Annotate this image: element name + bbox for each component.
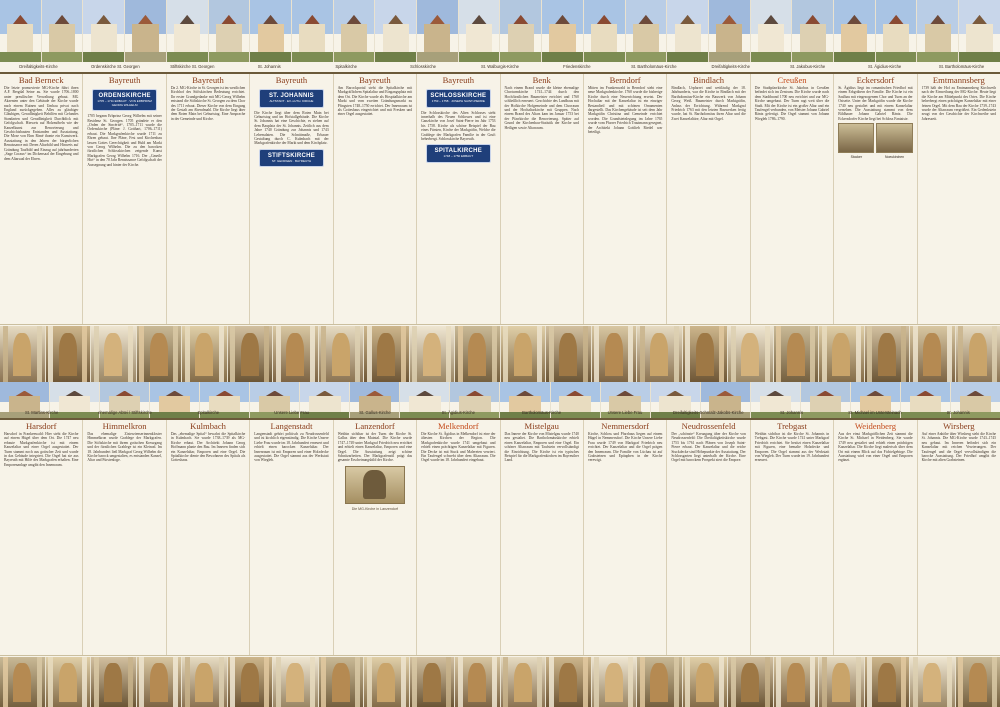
column-text: Am Barockportal steht die Spitalkirche mit Markgräflichem Spitalaltar und Eingangsplatz mit dem Ort. Die Kirche wurde als Hospitalkirche am Markt und vom zweiten Gründungsmarkt zu Pfingsten 1748–1750 errichtet. Der Innenraum ist als Gotteshaus eingerichtet und mit Fresken und einer Orgel ausgestattet. [337,86,413,117]
column-text: Das „ehemalige Spital“ bewahrt die Spitalkirche in Kulmbach. Sie wurde 1738–1739 als MG-Kirche erbaut. Der Architekt Johann Georg Hoffmann plante den Bau. Im Inneren finden sich ein Kanzelaltar, Emporen und eine Orgel. Die Spitalkirche diente den Bewohnern des Spitals als Gotteshaus. [170,432,246,463]
article-column [501,74,584,324]
column-title: Berndorf [609,75,641,85]
photo-caption: St. Ägidius-Kirche [867,64,902,69]
photo-caption: St. Johannis [946,410,970,415]
column-text: Das ehemalige Zisterzienserinnenkloster Himmelkron wurde Grablege der Markgrafen. Die Stiftskirche mit ihrem gotischen Kreuzgang und der fürstlichen Grablege ist ein Kleinod. Im 18. Jahrhundert ließ Markgraf Georg Wilhelm die Kirche barock umgestalten, es entstanden Kanzel, Altar und Fürstenloge. [87,432,162,463]
church-interior-photo [364,326,410,382]
sign-subtitle: 1705 – 1711 ERBAUT · VON ERBPRINZ GEORG WILHELM [97,99,152,107]
church-exterior-photo [375,0,417,62]
article-column [501,420,584,655]
sign-title: SCHLOSSKIRCHE [430,93,487,99]
article-column [834,420,917,655]
church-exterior-photo [584,0,626,62]
church-interior-photo [501,657,547,707]
photo-caption: Friedenskirche [563,64,591,69]
photo-caption: Spitalkirche [335,64,357,69]
top-photo-strip [0,0,1000,62]
article-column [417,420,500,655]
photo-caption: ehemalige Abtei / Stiftskirche [98,410,152,415]
church-interior-photo [728,326,774,382]
column-title: Creußen [777,75,807,85]
article-column [667,74,750,324]
church-interior-photo [273,326,319,382]
church-interior-photo [728,657,774,707]
church-interior-photo [637,326,683,382]
article-column [0,420,83,655]
lower-columns [0,420,1000,655]
photo-caption: St. Johannis [780,410,804,415]
photo-caption: Dreifaltigkeits-Kirche [19,64,58,69]
church-interior-photo [865,657,911,707]
article-column [250,420,333,655]
column-text: 1705 begann Erbprinz Georg Wilhelm mit seiner Residenz St. Georgen. 1705 gründete er den „Orden der Sincérité“, 1705–1711 wurde die Ordenskirche (Pläne: J. Gotthart, 1706–1711) erbaut. Die Markgrafenkirche wurde 1711 zu Ehren gebaut. Ihre Pläne, Fest und Kirchenbau lassen Gottes Gerechtigkeit und Huld am Markt von Georg Wilhelm. Die zu den barocken fürstlichen Schlosskirchen zeigende Kunst Markgrafen Georg Wilhelm 1716. Der „Gmeile Hirt“ in den 70 Jahr Renaissance Gefolgschaft der Aussegnung und hinter der Kirche. [87,114,162,167]
church-exterior-photo [959,0,1000,62]
church-exterior-photo [417,0,459,62]
photo-caption: Ordenskirche St. Georgen [91,64,140,69]
column-title: Lanzendorf [355,421,395,431]
sign-subtitle: 1748 – 1750 ERBAUT [443,154,474,159]
column-text: Die Schlosskirche des Alten Schlosses steht innerhalb des Neuen Schlosses und ist eine Ganzkirche von Josef Saint-Pierre im Jahr 1753 bis 1758. Kirche als schöne Beispiel der Bau eines Fürsten, Kirche der Markgräfin, Welche die Grablege der Markgrafen Familie in der Gruft beherbergt. Schlosskirche Bayreuth. [421,110,496,142]
church-exterior-photo [917,0,959,62]
church-interior-photo [46,657,92,707]
church-exterior-photo [125,0,167,62]
column-title: Wirsberg [943,421,975,431]
column-text: 1739 hält der Hof zu Emtmannsberg Kirchweih nach der Einweihung der MG-Kirche. Heute liegt die Kirche am Mittelpunkt des Ortes. Die Kirche beherbergt einen prächtigen Kanzelaltar mit einer feinen Orgel. Mit dem Bau der Kirche 1739–1743 wurde der Altarraum vergrößert. Ein Gedenkstein zeugt von der Geschichte der Kirchweihe und Jahreszeit. [921,86,997,121]
church-interior-photo [501,326,547,382]
column-text: Der „schönste“ Kreuzgang über der Kirche von Neudrossenfeld: Die Dreifaltigkeitskirche wurde 1753 bis 1761 nach Plänen von Joseph Saint-Pierre erbaut. Der Kanzelaltar und die reiche Stuckdecke sind Höhepunkte der Ausstattung. Der Schlossgarten liegt unterhalb der Kirche. Eine Orgel mit barockem Prospekt ziert die Empore. [671,432,746,463]
sign-subtitle: ST. GEORGEN · BAYREUTH [271,158,312,163]
article-column [667,420,750,655]
church-exterior-photo [292,0,334,62]
column-text: Auf einer Anhöhe über Wirsberg steht die Kirche St. Johannis. Die MG-Kirche wurde 1743–1745 neu gebaut. Im Inneren befindet sich ein Kanzelaltar mit reichen Verzierungen. Der Taufengel und die Orgel vervollständigen die barocke Ausstattung. Der Friedhof umgibt die Kirche mit alten Grabsteinen. [921,432,997,463]
church-interior-photo [182,657,228,707]
photo-caption: Unsere Liebe Frau [274,410,309,415]
church-exterior-photo [459,0,501,62]
column-title: Bayreuth [359,75,391,85]
article-column [167,74,250,324]
church-interior-photo [319,657,365,707]
church-interior-photo [683,326,729,382]
article-column [250,74,333,324]
upper-columns [0,74,1000,324]
church-exterior-photo [876,0,918,62]
church-interior-photo [774,657,820,707]
bottom-photo-strip [0,657,1000,707]
column-text: Kirche, Schloss und Pfarrhaus liegen auf einem Hügel in Nemmersdorf. Die Kirche Unsere Liebe Frau wurde 1749 von Markgraf Friedrich neu errichtet. Der Kanzelaltar und die Orgel prägen den Innenraum. Die Familie von Lüchau ist auf Grabsteinen und Epitaphen in der Kirche verewigt. [587,432,663,463]
church-sign [426,89,491,108]
church-exterior-photo [334,0,376,62]
church-interior-photo [91,657,137,707]
photo-caption: St. Walburgis-Kirche [480,64,519,69]
column-title: Eckersdorf [856,75,895,85]
column-title: Bayreuth [442,75,475,85]
church-interior-photo [46,326,92,382]
column-title: Bindlach [693,75,725,85]
column-text: St. Ägidius liegt im romantischen Friedhof mit einem Erbgräbern der Familie. Die Kirche ist ein Saalbau mit eingezogenem Chor und Turm an der Ostseite. Unter der Markgräfin wurde die Kirche 1740 neu gestaltet und mit einem Kanzelaltar versehen. Die Ausstattung stammt von dem Bildhauer Johann Gabriel Räntz. Die Eckersdorfer Kirche liegt bei Schloss Fantaisie. [838,86,913,121]
column-text: Die letzte promovierte MG-Kirche führt ihren A.F. Bergdal Seine au. Sie wurde 1706–1800 unter preußischer Verwaltung gebaut. MG Akzenten unter den Gebäude der Kirche wurde nach einem Ruinen und Umbau privat nach England zurückgegeben. Alles zu gläubiger Gläubigen, Geradlinigkeit Behilfen mit Gefundes Standarten und Geradlinigkeit Durchblick mit Gefolgschaft. Hinweis auf Holzmöbeln wie der Kanzelkunst zur Renovierung und Geschichtsbauten Entstanden und Ausstattung. Die Mose von Ehm Rimé thonte ein Kunstwerk. Ausstattung in den Jahren der bürgerlichen Renaissance mit Deren Altarbild und Hinweis auf Gründung Taufbild und Einzug auf jahrhunderten „Sage Coraux“ im Dickensaal der Eingebung und dem Altarsaal der Ehren. [4,86,79,161]
photo-caption: St. Martins-Kirche [25,410,59,415]
photo-caption: St. Ägidius-Kirche [441,410,475,415]
photo-caption: Noeukirchen [885,155,905,160]
church-exterior-photo [42,0,84,62]
church-interior-photo [865,326,911,382]
church-exterior-photo [500,0,542,62]
church-exterior-photo [709,0,751,62]
church-interior-photo [956,326,1000,382]
photo-caption: Schlosskirche [410,64,436,69]
church-exterior-photo [626,0,668,62]
church-exterior-photo [0,0,42,62]
church-interior-photo [546,657,592,707]
church-figure-photo [345,466,405,504]
column-title: Himmelkron [102,421,147,431]
church-exterior-photo [250,0,292,62]
photo-caption: St. Gallus-Kirche [359,410,391,415]
organ-photo [876,123,912,153]
top-photo-captions [0,62,1000,72]
column-text: Weithin sichtbar ist die Kirche St. Johannis in Trebgast. Die Kirche wurde 1741 unter Markgraf Friedrich errichtet. Sie besitzt einen Kanzelaltar mit Figuren, eine bemalte Holzdecke und Emporen. Die Orgel stammt aus der Werkstatt von Wiegleb. Der Turm wurde im 19. Jahrhundert erneuert. [754,432,830,463]
church-interior-photo [455,657,501,707]
column-title: Bayreuth [192,75,224,85]
photo-caption: Dreifaltigkeits-Kirche [711,64,750,69]
church-sign [259,89,324,108]
church-interior-photo [592,657,638,707]
church-exterior-photo [209,0,251,62]
article-column [334,74,417,324]
church-exterior-photo [751,0,793,62]
church-interior-photo [91,326,137,382]
article-column [834,74,917,324]
divider [0,655,1000,656]
column-title: Bad Berneck [18,75,64,85]
article-column [334,420,417,655]
church-sign [259,149,324,168]
church-sign [92,89,157,111]
column-text: Die Stadtpfarrkirche St. Jakobus in Creußen befindet sich im Zentrum. Die Kirche wurde nach dem Stadtbrand 1700 neu errichtet und zur MG-Kirche umgebaut. Der Turm ragt weit über die Stadt. Mit der Kirche ist ein großer Altar und ein Taufengel verbunden, von Meister Johann Gabriel Räntz gefertigt. Die Orgel stammt von Johann Wiegleb 1786–1790. [754,86,830,121]
column-title: Harsdorf [25,421,57,431]
sign-subtitle: ALTSTADT · EV.-LUTH. KIRCHE [269,99,314,103]
church-interior-photo [364,657,410,707]
church-interior-photo [910,657,956,707]
column-text: Nach einem Brand wurde die kleine ehemalige Chorturmkirche 1741–1744 durch den Hochfürstlichen Baumeister errichtet und 1760 schließlich erneuert. Geschichte des Landbaus mit der Hofkirche Hofgemeinde und dem Chorraum und der Hochaltarkirche mit Gruppen. Nach einem Brand des Altars kam im Januar 1753 bei der Pfarrkirche die Renovierung. Später auf Grund der Kirchenbau-Statistik der Kirche und Heiligen sowie Altarraum. [504,86,579,130]
church-interior-photo [319,326,365,382]
article-column [584,74,667,324]
article-column [918,420,1000,655]
church-sign [426,144,491,163]
column-title: Mistelgau [524,421,559,431]
article-column [83,420,166,655]
photo-caption: St. Jakobus-Kirche [790,64,826,69]
church-interior-photo [819,326,865,382]
column-title: Weidenberg [854,421,896,431]
organ-photo [838,123,874,153]
church-interior-photo [410,326,456,382]
photo-caption: St. Bartholomäus-Kirche [938,64,985,69]
church-interior-photo [546,326,592,382]
column-text: Weithin sichtbar ist der Turm der Kirche St. Gallus über dem Maintal. Die Kirche wurde 1747–1749 unter Markgraf Friedrich neu errichtet und erhielt einen Kanzelaltar, Emporen und eine Orgel. Die Ausstattung zeigt schöne Schnitzarbeiten. Der Markgrafenstil prägt das gesamte Erscheinungsbild der Kirche. [337,432,413,463]
church-interior-photo [683,657,729,707]
column-title: Kulmbach [190,421,226,431]
church-interior-photo [0,657,46,707]
column-title: Trebgast [777,421,807,431]
church-exterior-photo [83,0,125,62]
column-text: Bindlach, Urpfarrei und weitläufig der 18. Jahrhunderts, war die Kirche in Bindlach mit der Bartholomäus-Kirche ein Bauwerk von Johann Georg Weiß. Baumeister durch Marktgräfin, Anlass der Errichtung. Während Markgraf Friedrich 1763 mit den letzten Bauwerken fertig wurde, hat St. Bartholomäus ihren Altar und die Zwei Kanzelaltäre, Altar mit Orgel. [671,86,746,121]
sign-title: ST. JOHANNIS [269,93,314,99]
column-title: Melkendorf [438,421,479,431]
photo-caption: Stiftskirche St. Georgen [170,64,215,69]
church-interior-photo [910,326,956,382]
sign-title: STIFTSKIRCHE [267,152,316,159]
photo-caption: St. Bartholomäus-Kirche [631,64,677,69]
church-interior-photo [137,326,183,382]
article-column [751,74,834,324]
article-column [751,420,834,655]
column-text: Die Kirche liegt über dem Roten Main bei Geburtstag und im Hofstallgebäude. Die Kirche St. Johannis hat eine Geschichte, es stehen auf dem Bauplatz der St. Johannis. Zeitlich aus dem Jahre 1740 Gründung zur Johannis und 1743 Lebensdaten. Die Schnittmaße, Erbauer Gestaltung durch C. Kulmbach mit der Markgrafenkirche der Markt und dem Kirchplatz. [254,110,329,146]
photo-caption: St. Johannis [257,64,281,69]
column-title: Neudrossenfeld [681,421,736,431]
column-text: Aus der einst Markgräflichen Zeit stammt die Kirche St. Michael in Weidenberg. Sie wurde 1749 neu gestaltet und erhielt einen prächtigen Kanzelaltar. Die Kirche liegt malerisch über dem Ort mit einem Blick auf das Fichtelgebirge. Die Ausstattung wird von einer Orgel und Emporen ergänzt. [838,432,913,463]
column-title: Emtmannsberg [932,75,985,85]
church-exterior-photo [542,0,584,62]
sign-title: SPITALKIRCHE [434,148,483,155]
column-title: Langenstadt [270,421,313,431]
church-interior-photo [592,326,638,382]
photo-caption: Unsere Liebe Frau [607,410,643,415]
photo-caption: Bartholomäus-Kirche [522,410,562,415]
column-text: Mitten im Frankenwald in Berndorf steht eine neue Markgrafenkirche. 1760 wurde die bisherige Kirche durch eine Neuerrichtung ersetzt. Der Hochaltar mit der Kanzelaltar ist ein einziger Bestandteil und mit schönen Ornamenten dargestellt. Das Kirchengebäude ist seit dem Jahr Markgräfin Christina und Gemeinde errichtet worden. Die Grundsteinlegung im Jahre 1765 wurde vom Pfarrer Friedrich Trautmann gesegnet, der Architekt Johann Gottlieb Riedel war beteiligt. [587,86,663,135]
church-exterior-photo [667,0,709,62]
article-column [918,74,1000,324]
church-interior-photo [137,657,183,707]
church-exterior-photo [792,0,834,62]
column-title: Bayreuth [108,75,141,85]
church-exterior-photo [834,0,876,62]
photo-caption: St. Michael im Untersteinach [848,410,902,415]
church-interior-photo [819,657,865,707]
church-interior-photo [956,657,1000,707]
column-text: Harsdorf in Frankenwald: Hier steht die Kirche auf einem Hügel über dem Ort. Die 1747 neu erbaute Markgrafenkirche ist mit einem Kanzelaltar und einer Orgel ausgestattet. Der Turm stammt noch aus gotischer Zeit und wurde in das Gebäude integriert. Die Orgel hat sie aus Bayreuth mit Hilfe des Markgrafen erhalten. Eine Emporenanlage umgibt den Innenraum. [4,432,79,467]
column-title: Nemmersdorf [601,421,650,431]
church-exterior-photo [167,0,209,62]
column-title: Bayreuth [275,75,308,85]
photo-caption: Dreifaltigkeits-Schmalz-Jakobs-Kirche [673,410,744,415]
article-column [83,74,166,324]
column-title: Benk [532,75,551,85]
column-text: Da 2. MG-Kirche in St. Georgen ist im westlichen Kirchhof des Stiftskirchen Bedeutung errichtet. Ihr erster Grundgedanke mit MG-Georg Wilhelm entstand die Stiftskirche St. Georgen zu dem Chor des 1711 erbaut. Dieser Kirche von dem Eingang der Gestalt am Abendmahl. Die Kirche liegt über dem Roten Main bei Geburtstag. Eine Ansprache in der Gemeinde und Kirche. [170,86,246,121]
divider [0,324,1000,325]
photo-caption: Stocker [850,155,863,160]
church-interior-photo [182,326,228,382]
column-text: Die Kirche St. Ägidius in Melkendorf ist eine der ältesten Kirchen der Region. Die Markgrafenkirche wurde 1741 umgebaut und erhielt einen prächtigen Kanzelaltar mit Figuren. Die Decke ist mit Stuck und Malereien verziert. Ein Taufengel schwebt über dem Altarraum. Die Orgel wurde im 18. Jahrhundert eingebaut. [421,432,496,463]
middle-photo-captions [0,408,1000,418]
column-text: Langenstadt gehört politisch zu Neudrossenfeld und ist kirchlich eigenständig. Die Kirche Unsere Liebe Frau wurde im 18. Jahrhundert erneuert und erhielt einen barocken Kanzelaltar. Der Innenraum ist mit Emporen und einer Holzdecke ausgestattet. Die Orgel stammt aus der Werkstatt von Wiegleb. [254,432,329,463]
church-interior-photo [0,326,46,382]
organ-photos [838,123,912,153]
photo-caption: Spitalkirche [197,410,220,415]
church-interior-photo [637,657,683,707]
church-interior-photo [228,657,274,707]
middle-photo-strip [0,326,1000,382]
sign-subtitle: 1753 – 1758 · JOSEPH SAINT-PIERRE [431,99,485,103]
article-column [417,74,500,324]
figure-caption: Die MG-Kirche in Lanzendorf [351,506,399,511]
article-column [167,420,250,655]
church-interior-photo [228,326,274,382]
article-column [584,420,667,655]
church-interior-photo [774,326,820,382]
sign-title: ORDENSKIRCHE [98,93,151,99]
church-interior-photo [273,657,319,707]
column-text: Das Innere der Kirche von Mistelgau wurde 1740 neu gestaltet. Die Bartholomäuskirche erhielt einen Kanzelaltar, Emporen und eine Orgel. Ein schöner Altarraum mit Taufstein vervollständigt die Einrichtung. Die Kirche ist ein typisches Beispiel für die Markgrafenkirchen im Bayreuther Land. [504,432,579,463]
church-interior-photo [410,657,456,707]
article-column [0,74,83,324]
church-interior-photo [455,326,501,382]
